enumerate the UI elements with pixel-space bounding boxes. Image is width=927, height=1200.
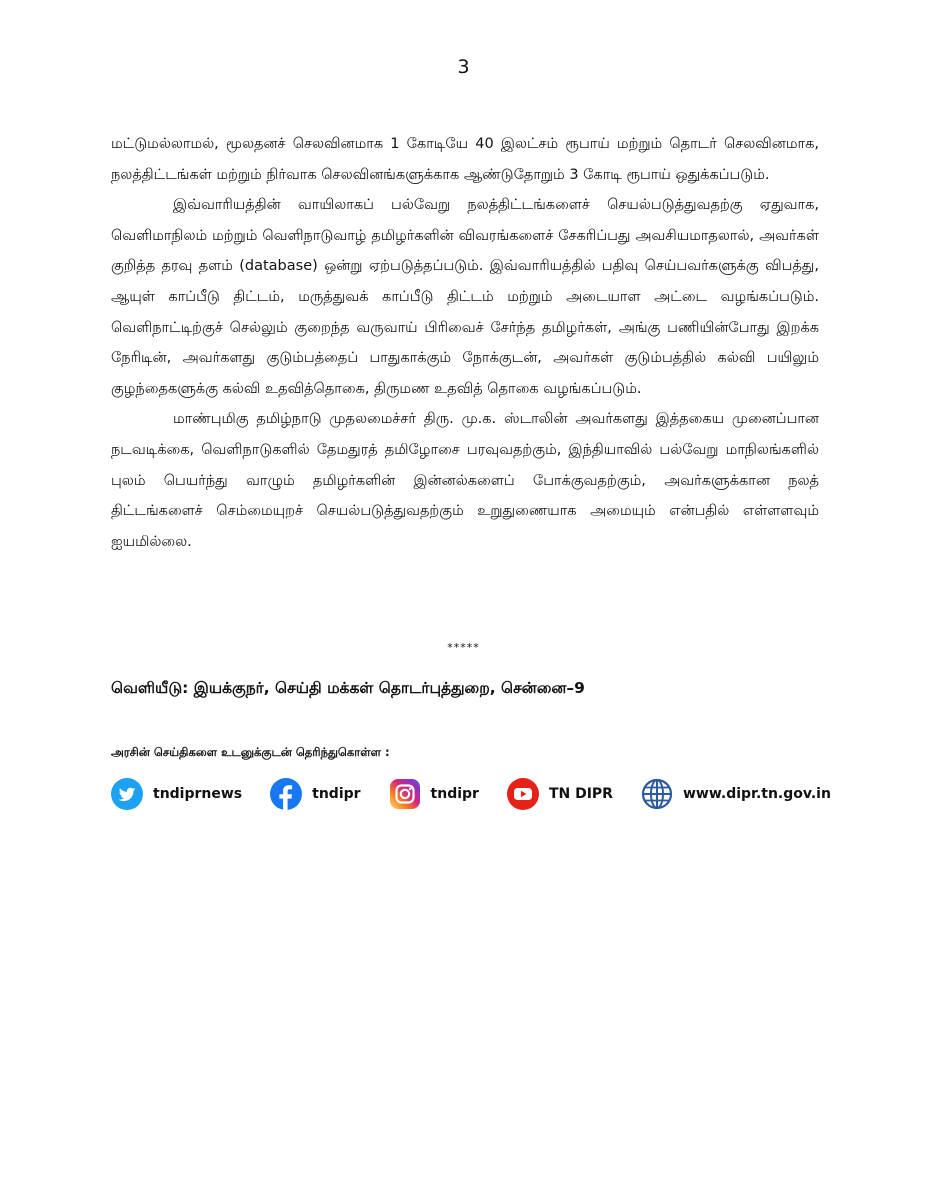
paragraph-3: மாண்புமிகு தமிழ்நாடு முதலமைச்சர் திரு. மு.க. ஸ்டாலின் அவர்களது இத்தகைய முனைப்பான நடவடிக்கை, வெளிநாடுகளில் தேமதுரத் தமிழோசை பரவுவதற்கும், இந்தியாவில் பல்வேறு மாநிலங்களில் புலம் பெயர்ந்து வாழும் தமிழர்களின் இன்னல்களைப் போக்குவதற்கும், அவர்களுக்கான நலத் திட்டங்களைச் செம்மையுறச் செயல்படுத்துவதற்கும் உறுதுணையாக அமையும் என்பதில் எள்ளளவும் ஐயமில்லை.: [111, 411, 819, 550]
website-url: www.dipr.tn.gov.in: [682, 786, 831, 802]
youtube-channel: TN DIPR: [548, 786, 613, 802]
social-link-youtube[interactable]: [507, 778, 613, 810]
social-link-website[interactable]: [641, 778, 831, 810]
paragraph-2: இவ்வாரியத்தின் வாயிலாகப் பல்வேறு நலத்திட்டங்களைச் செயல்படுத்துவதற்கு ஏதுவாக, வெளிமாநிலம் மற்றும் வெளிநாடுவாழ் தமிழர்களின் விவரங்களைச் சேகரிப்பது அவசியமாதலால், அவர்கள் குறித்த தரவு தளம் (database) ஒன்று ஏற்படுத்தப்படும். இவ்வாரியத்தில் பதிவு செய்பவர்களுக்கு விபத்து, ஆயுள் காப்பீடு திட்டம், மருத்துவக் காப்பீடு திட்டம் மற்றும் அடையாள அட்டை வழங்கப்படும். வெளிநாட்டிற்குச் செல்லும் குறைந்த வருவாய் பிரிவைச் சேர்ந்த தமிழர்கள், அங்கு பணியின்போது இறக்க நேரிடின், அவர்களது குடும்பத்தைப் பாதுகாக்கும் நோக்குடன், அவர்கள் குடும்பத்தில் கல்வி பயிலும் குழந்தைகளுக்கு கல்வி உதவித்தொகை, திருமண உதவித் தொகை வழங்கப்படும்.: [111, 197, 819, 397]
release-line: வெளியீடு: இயக்குநர், செய்தி மக்கள் தொடர்புத்துறை, சென்னை–9: [111, 679, 585, 697]
page-number: 3: [457, 56, 470, 78]
facebook-handle: tndipr: [312, 786, 361, 802]
separator: *****: [447, 641, 480, 654]
body-text: [111, 129, 819, 557]
subscribe-label: அரசின் செய்திகளை உடனுக்குடன் தெரிந்துகொள்ள :: [111, 745, 390, 759]
facebook-icon: [270, 778, 302, 810]
youtube-icon: [507, 778, 539, 810]
twitter-icon: [111, 778, 143, 810]
social-link-facebook[interactable]: [270, 778, 360, 810]
social-link-instagram[interactable]: [389, 778, 479, 810]
paragraph-1: மட்டுமல்லாமல், மூலதனச் செலவினமாக 1 கோடியே 40 இலட்சம் ரூபாய் மற்றும் தொடர் செலவினமாக, நலத்திட்டங்கள் மற்றும் நிர்வாக செலவினங்களுக்காக ஆண்டுதோறும் 3 கோடி ரூபாய் ஒதுக்கப்படும்.: [111, 136, 819, 183]
twitter-handle: tndiprnews: [153, 786, 243, 802]
social-link-twitter[interactable]: [111, 778, 242, 810]
social-links: [111, 777, 831, 811]
instagram-icon: [389, 778, 421, 810]
globe-icon: [641, 778, 673, 810]
instagram-handle: tndipr: [430, 786, 479, 802]
